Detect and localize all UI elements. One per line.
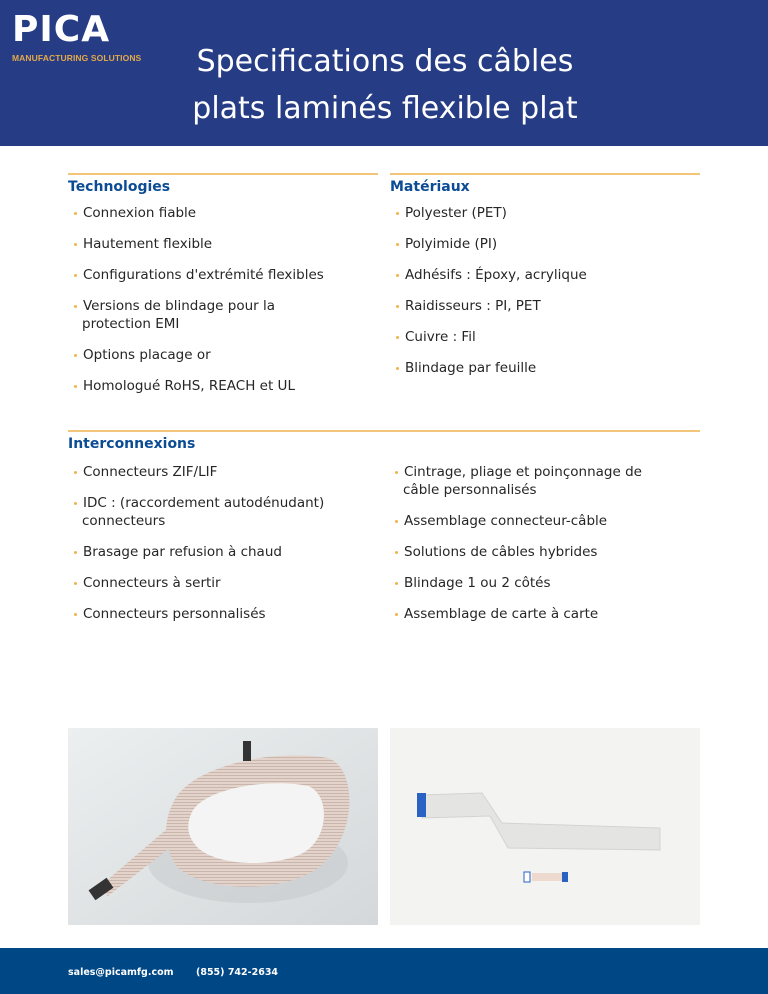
- list-item: [390, 204, 587, 222]
- list-item-text: Hautement flexible: [83, 236, 213, 252]
- section-divider: [68, 173, 378, 175]
- bullet-icon: [396, 336, 399, 339]
- section-title-materiaux: Matériaux: [390, 179, 470, 195]
- list-item-text: Connecteurs personnalisés: [83, 606, 266, 622]
- list-item: [389, 574, 642, 592]
- bullet-icon: [396, 212, 399, 215]
- list-item-text: connecteurs: [82, 513, 166, 529]
- logo-wordmark: PICA: [12, 9, 111, 50]
- bullet-icon: [74, 502, 77, 505]
- list-item: [389, 512, 642, 530]
- page-title-line-2: plats laminés flexible plat: [192, 91, 578, 126]
- list-item: [68, 266, 324, 284]
- list-item: [389, 463, 642, 499]
- section-divider: [390, 173, 700, 175]
- list-item: [389, 543, 642, 561]
- logo-tagline: MANUFACTURING SOLUTIONS: [12, 53, 142, 63]
- list-item: [68, 346, 324, 364]
- list-item-text: Polyimide (PI): [405, 236, 498, 252]
- list-item-text: Cuivre : Fil: [405, 329, 476, 345]
- bullet-icon: [396, 274, 399, 277]
- bullet-icon: [74, 613, 77, 616]
- footer-phone[interactable]: (855) 742-2634: [196, 967, 279, 978]
- list-item: [68, 574, 324, 592]
- list-item-text: Polyester (PET): [405, 205, 507, 221]
- bullet-icon: [74, 243, 77, 246]
- list-item-text: Options placage or: [83, 347, 211, 363]
- bullet-icon: [396, 243, 399, 246]
- interconnexions-list-left: [68, 463, 324, 636]
- bullet-icon: [395, 582, 398, 585]
- footer-bar: [0, 948, 768, 994]
- footer-email-link[interactable]: sales@picamfg.com: [68, 967, 174, 978]
- list-item-text: protection EMI: [82, 316, 180, 332]
- section-divider: [68, 430, 700, 432]
- list-item: [68, 377, 324, 395]
- list-item: [390, 328, 587, 346]
- bullet-icon: [74, 471, 77, 474]
- section-title-technologies: Technologies: [68, 179, 171, 195]
- photo-coiled-flat-cable: [68, 728, 378, 925]
- list-item-text: Configurations d'extrémité flexibles: [83, 267, 324, 283]
- list-item-text: Connecteurs ZIF/LIF: [83, 464, 218, 480]
- list-item-text: Blindage 1 ou 2 côtés: [404, 575, 551, 591]
- header-banner: [0, 0, 768, 146]
- bullet-icon: [395, 520, 398, 523]
- list-item: [390, 359, 587, 377]
- list-item-text: Connexion fiable: [83, 205, 197, 221]
- materiaux-list: [390, 204, 587, 390]
- list-item: [68, 543, 324, 561]
- list-item-text: Solutions de câbles hybrides: [404, 544, 598, 560]
- list-item-text: Versions de blindage pour la: [83, 298, 276, 314]
- list-item: [389, 605, 642, 623]
- technologies-list: [68, 204, 324, 408]
- bullet-icon: [74, 305, 77, 308]
- list-item-text: Assemblage de carte à carte: [404, 606, 599, 622]
- list-item: [68, 204, 324, 222]
- list-item-text: Connecteurs à sertir: [83, 575, 221, 591]
- list-item: [68, 494, 324, 530]
- bullet-icon: [395, 551, 398, 554]
- pica-logo: [12, 9, 152, 63]
- list-item: [68, 235, 324, 253]
- page-title-line-1: Specifications des câbles: [196, 44, 574, 79]
- list-item: [390, 235, 587, 253]
- bullet-icon: [74, 385, 77, 388]
- list-item-text: Homologué RoHS, REACH et UL: [83, 378, 295, 394]
- photo-ffc-cables: [390, 728, 700, 925]
- list-item: [68, 605, 324, 623]
- bullet-icon: [74, 354, 77, 357]
- bullet-icon: [396, 305, 399, 308]
- list-item-text: Cintrage, pliage et poinçonnage de: [404, 464, 642, 480]
- list-item: [390, 266, 587, 284]
- list-item-text: câble personnalisés: [403, 482, 537, 498]
- list-item-text: IDC : (raccordement autodénudant): [83, 495, 325, 511]
- list-item-text: Brasage par refusion à chaud: [83, 544, 282, 560]
- list-item: [68, 463, 324, 481]
- interconnexions-list-right: [389, 463, 642, 636]
- bullet-icon: [74, 582, 77, 585]
- list-item: [68, 297, 324, 333]
- bullet-icon: [395, 471, 398, 474]
- bullet-icon: [74, 212, 77, 215]
- list-item: [390, 297, 587, 315]
- bullet-icon: [396, 367, 399, 370]
- list-item-text: Blindage par feuille: [405, 360, 537, 376]
- page-title: [150, 38, 620, 132]
- list-item-text: Assemblage connecteur-câble: [404, 513, 608, 529]
- bullet-icon: [74, 551, 77, 554]
- list-item-text: Raidisseurs : PI, PET: [405, 298, 541, 314]
- bullet-icon: [395, 613, 398, 616]
- bullet-icon: [74, 274, 77, 277]
- list-item-text: Adhésifs : Époxy, acrylique: [405, 267, 587, 283]
- section-title-interconnexions: Interconnexions: [68, 436, 196, 452]
